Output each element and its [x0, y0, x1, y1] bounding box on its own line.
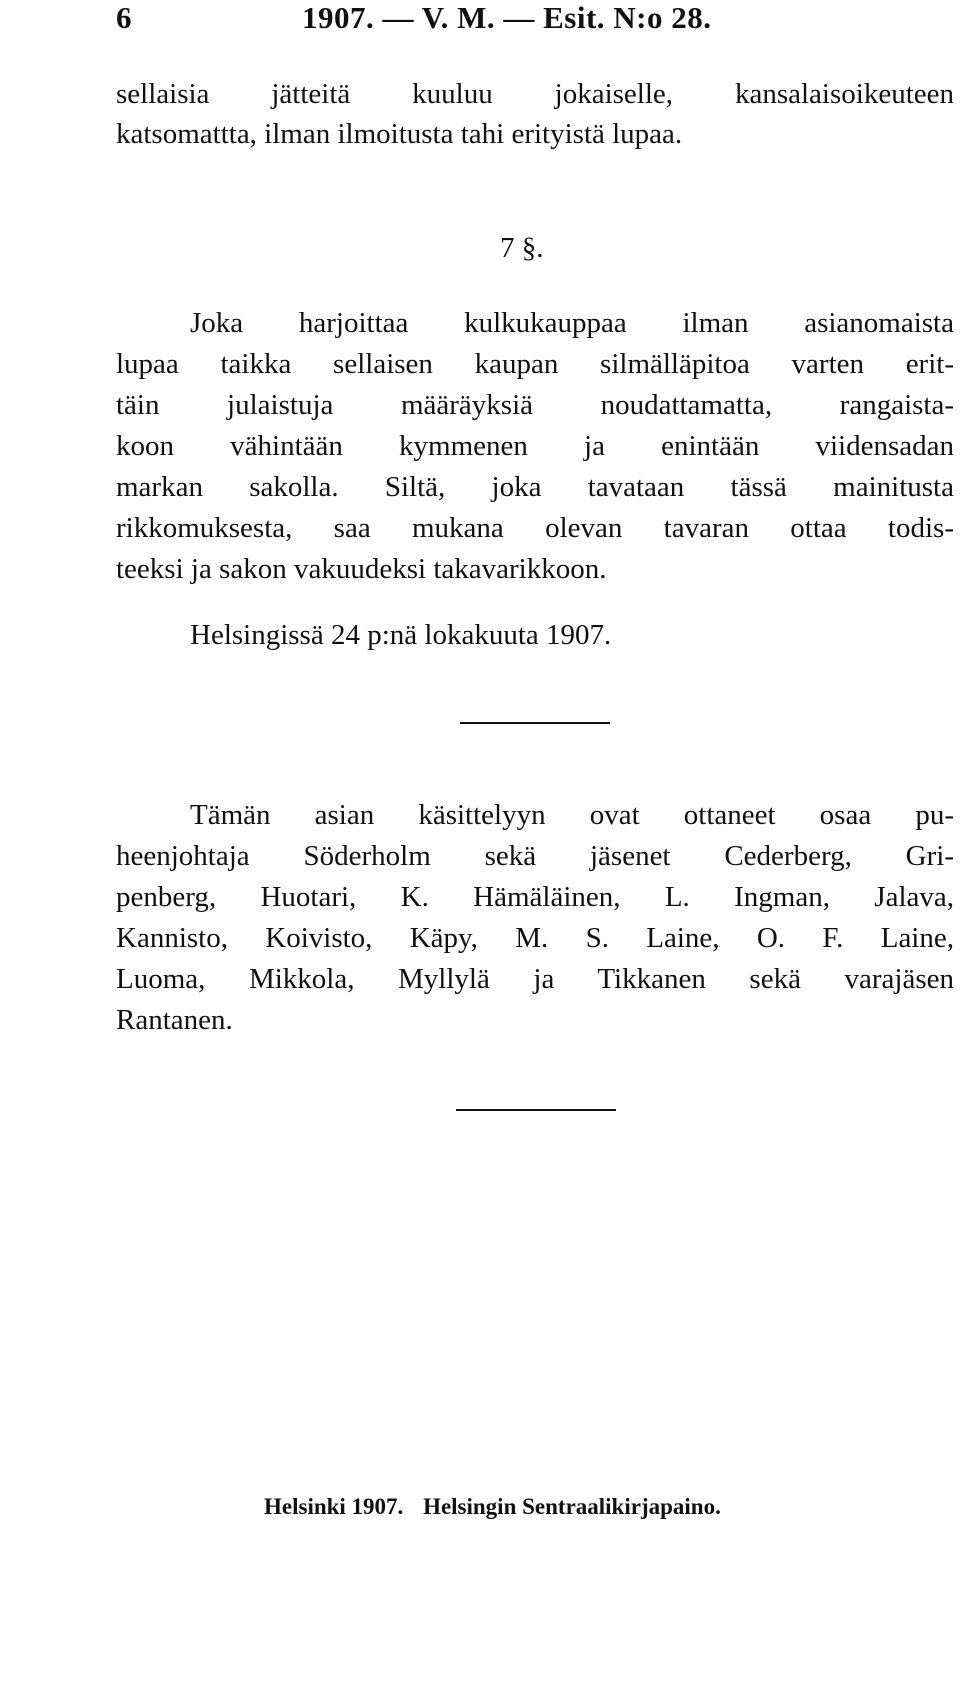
text-line: koon vähintään kymmenen ja enintään viidensadan — [116, 430, 954, 462]
imprint-printer: Helsingin Sentraalikirjapaino. — [423, 1494, 721, 1519]
text-line: katsomattta, ilman ilmoitusta tahi erityistä lupaa. — [116, 118, 683, 150]
running-title: 1907. — V. M. — Esit. N:o 28. — [302, 0, 712, 35]
text-line: sellaisia jätteitä kuuluu jokaiselle, kansalaisoikeuteen — [116, 78, 954, 110]
text-line: Luoma, Mikkola, Myllylä ja Tikkanen sekä varajäsen — [116, 963, 954, 995]
text-line: penberg, Huotari, K. Hämäläinen, L. Ingman, Jalava, — [116, 881, 954, 913]
text-line: Rantanen. — [116, 1004, 233, 1036]
text-line: Tämän asian käsittelyyn ovat ottaneet osaa pu- — [190, 799, 954, 831]
text-line: Joka harjoittaa kulkukauppaa ilman asianomaista — [190, 307, 954, 339]
section-heading: 7 §. — [500, 232, 544, 264]
printer-imprint — [264, 1494, 721, 1520]
text-line: markan sakolla. Siltä, joka tavataan tässä mainitusta — [116, 471, 954, 503]
text-line: heenjohtaja Söderholm sekä jäsenet Cederberg, Gri- — [116, 840, 954, 872]
imprint-place-year: Helsinki 1907. — [264, 1494, 404, 1519]
text-line: täin julaistuja määräyksiä noudattamatta, rangaista- — [116, 389, 954, 421]
text-line: teeksi ja sakon vakuudeksi takavarikkoon. — [116, 553, 607, 585]
page-header — [116, 0, 796, 40]
dateline: Helsingissä 24 p:nä lokakuuta 1907. — [190, 619, 612, 651]
text-line: lupaa taikka sellaisen kaupan silmälläpitoa varten erit- — [116, 348, 954, 380]
separator-rule — [456, 1109, 616, 1111]
text-line: Kannisto, Koivisto, Käpy, M. S. Laine, O. F. Laine, — [116, 922, 954, 954]
page-number: 6 — [116, 0, 132, 35]
text-line: rikkomuksesta, saa mukana olevan tavaran ottaa todis- — [116, 512, 954, 544]
separator-rule — [460, 722, 610, 724]
